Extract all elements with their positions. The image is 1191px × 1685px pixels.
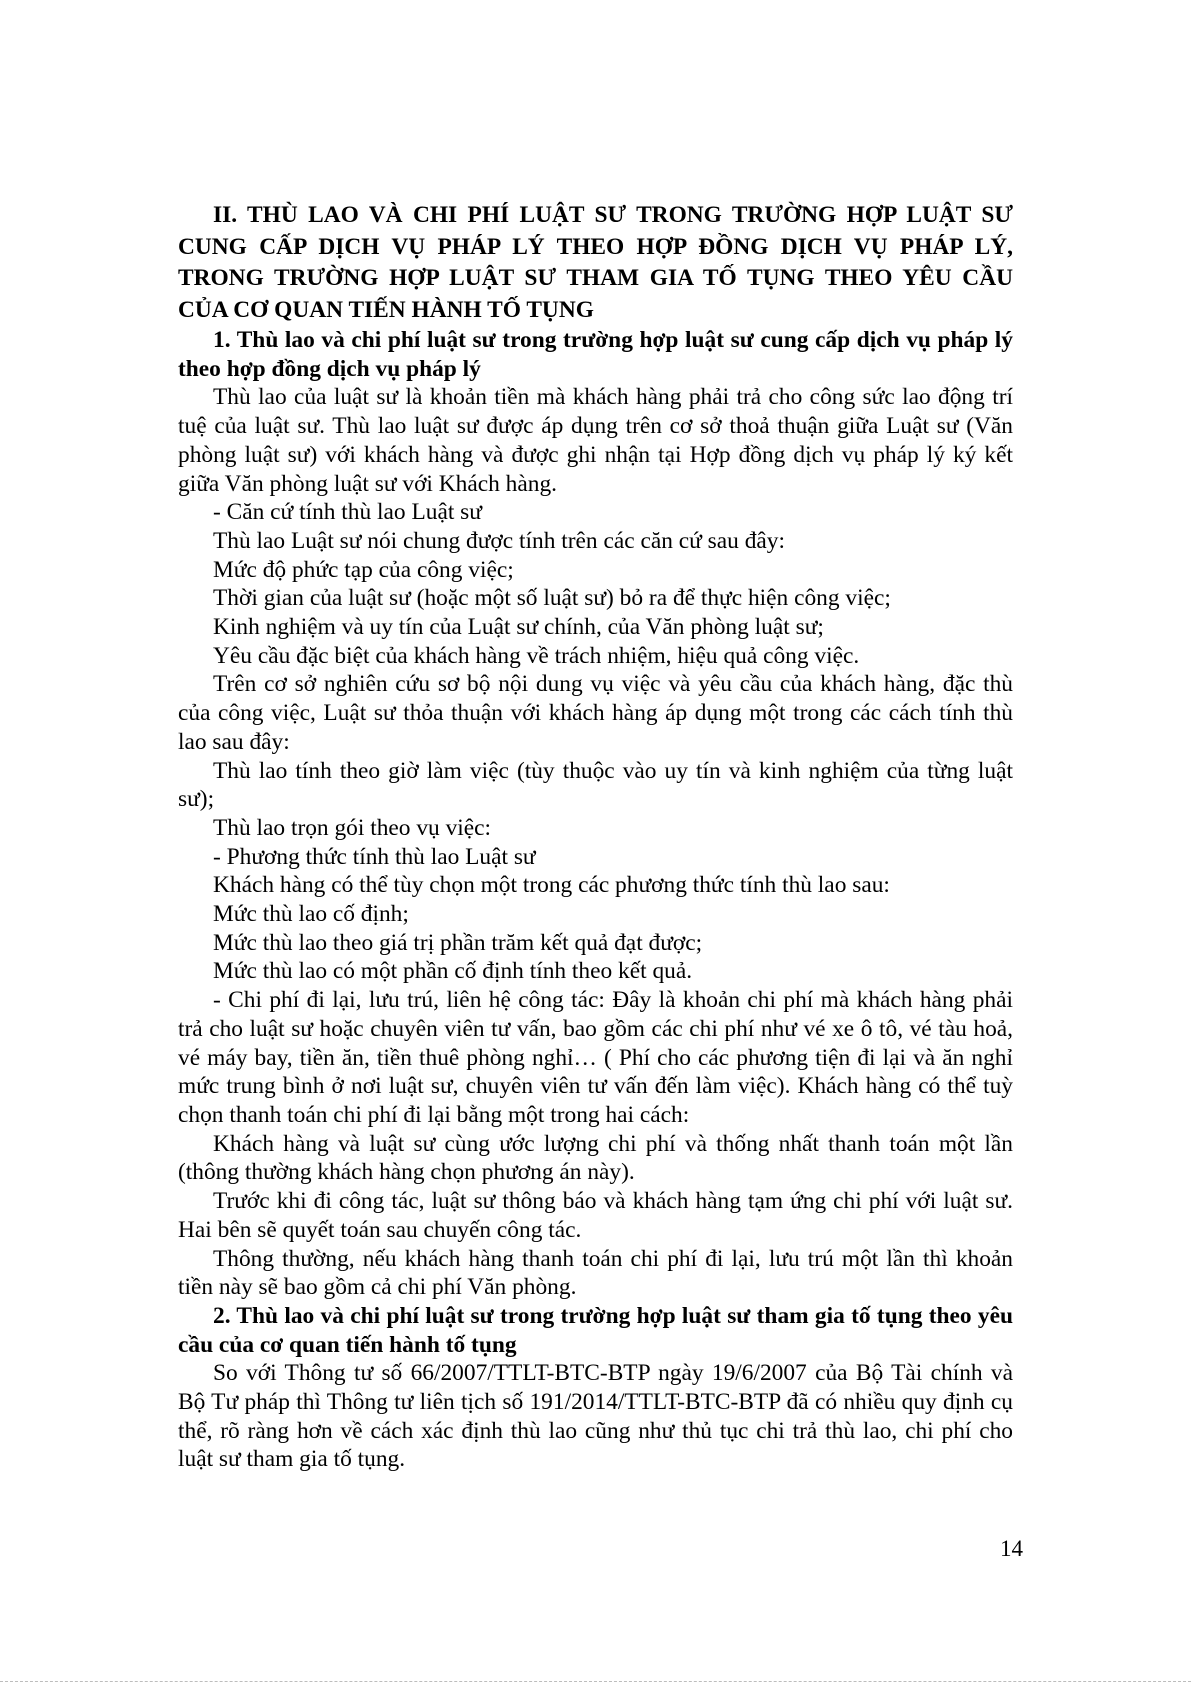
paragraph: - Chi phí đi lại, lưu trú, liên hệ công tác: Đây là khoản chi phí mà khách hàng phải trả cho luật sư hoặc chuyên viên tư vấn, bao gồm các chi phí như vé xe ô tô, vé tàu hoả, vé máy bay, tiền ăn, tiền thuê phòng nghỉ… ( Phí cho các phương tiện đi lại và ăn nghỉ mức trung bình ở nơi luật sư, chuyên viên tư vấn đến làm việc). Khách hàng có thể tuỳ chọn thanh toán chi phí đi lại bằng một trong hai cách:: [178, 987, 1013, 1128]
paragraph: Thông thường, nếu khách hàng thanh toán chi phí đi lại, lưu trú một lần thì khoản tiền này sẽ bao gồm cả chi phí Văn phòng.: [178, 1245, 1013, 1301]
section-title: II. THÙ LAO VÀ CHI PHÍ LUẬT SƯ TRONG TRƯỜNG HỢP LUẬT SƯ CUNG CẤP DỊCH VỤ PHÁP LÝ THEO HỢP ĐỒNG DỊCH VỤ PHÁP LÝ, TRONG TRƯỜNG HỢP LUẬT SƯ THAM GIA TỐ TỤNG THEO YÊU CẦU CỦA CƠ QUAN TIẾN HÀNH TỐ TỤNG: [178, 202, 1013, 323]
paragraph: Thù lao Luật sư nói chung được tính trên các căn cứ sau đây:: [213, 527, 785, 554]
bottom-divider: [0, 1681, 1191, 1683]
paragraph: Thù lao của luật sư là khoản tiền mà khách hàng phải trả cho công sức lao động trí tuệ của luật sư. Thù lao luật sư được áp dụng trên cơ sở thoả thuận giữa Luật sư (Văn phòng luật sư) với khách hàng và được ghi nhận tại Hợp đồng dịch vụ pháp lý ký kết giữa Văn phòng luật sư với Khách hàng.: [178, 384, 1013, 497]
document-page: [178, 200, 1013, 1474]
subsection-1-title: 1. Thù lao và chi phí luật sư trong trường hợp luật sư cung cấp dịch vụ pháp lý theo hợp đồng dịch vụ pháp lý: [178, 327, 1013, 382]
paragraph: Thù lao trọn gói theo vụ việc:: [213, 814, 492, 841]
subsection-2-title: 2. Thù lao và chi phí luật sư trong trường hợp luật sư tham gia tố tụng theo yêu cầu của cơ quan tiến hành tố tụng: [178, 1302, 1013, 1358]
paragraph: Khách hàng và luật sư cùng ước lượng chi phí và thống nhất thanh toán một lần (thông thường khách hàng chọn phương án này).: [178, 1130, 1013, 1186]
paragraph: Mức thù lao có một phần cố định tính theo kết quả.: [213, 958, 693, 985]
paragraph: - Phương thức tính thù lao Luật sư: [213, 843, 536, 870]
paragraph: Kinh nghiệm và uy tín của Luật sư chính, của Văn phòng luật sư;: [213, 614, 824, 641]
paragraph: Trước khi đi công tác, luật sư thông báo và khách hàng tạm ứng chi phí với luật sư. Hai bên sẽ quyết toán sau chuyến công tác.: [178, 1188, 1013, 1243]
paragraph: Yêu cầu đặc biệt của khách hàng về trách nhiệm, hiệu quả công việc.: [213, 642, 860, 669]
paragraph: Thù lao tính theo giờ làm việc (tùy thuộc vào uy tín và kinh nghiệm của từng luật sư);: [178, 757, 1013, 813]
paragraph: Mức độ phức tạp của công việc;: [213, 556, 514, 583]
paragraph: Mức thù lao theo giá trị phần trăm kết quả đạt được;: [213, 929, 703, 956]
paragraph: Khách hàng có thể tùy chọn một trong các phương thức tính thù lao sau:: [213, 872, 890, 899]
paragraph: Trên cơ sở nghiên cứu sơ bộ nội dung vụ việc và yêu cầu của khách hàng, đặc thù của công việc, Luật sư thỏa thuận với khách hàng áp dụng một trong các cách tính thù lao sau đây:: [178, 671, 1013, 755]
paragraph: Mức thù lao cố định;: [213, 901, 409, 928]
paragraph: - Căn cứ tính thù lao Luật sư: [213, 499, 482, 526]
page-number: 14: [1000, 1536, 1023, 1561]
paragraph: Thời gian của luật sư (hoặc một số luật sư) bỏ ra để thực hiện công việc;: [213, 585, 891, 612]
paragraph: So với Thông tư số 66/2007/TTLT-BTC-BTP ngày 19/6/2007 của Bộ Tài chính và Bộ Tư pháp thì Thông tư liên tịch số 191/2014/TTLT-BTC-BTP đã có nhiều quy định cụ thể, rõ ràng hơn về cách xác định thù lao cũng như thủ tục chi trả thù lao, chi phí cho luật sư tham gia tố tụng.: [178, 1360, 1013, 1473]
